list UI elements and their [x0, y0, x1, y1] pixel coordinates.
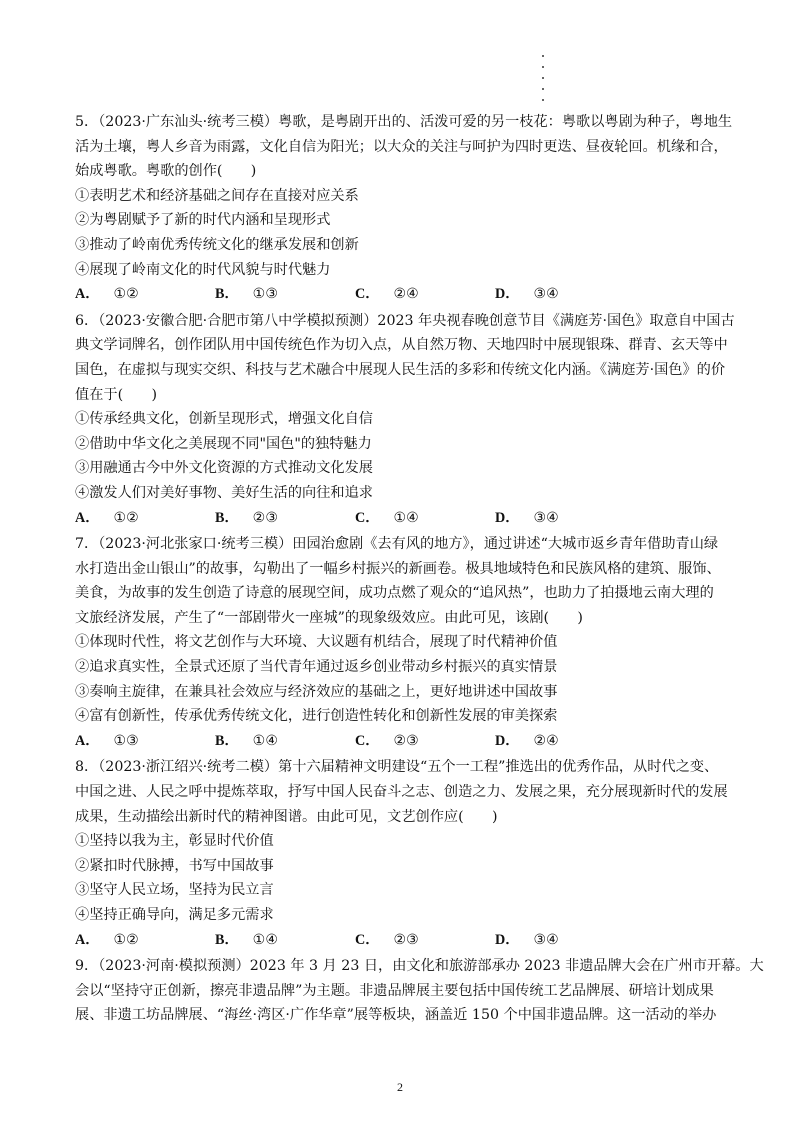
question-7	[75, 532, 727, 753]
question-line: ②借助中华文化之美展现不同"国色"的独特魅力	[75, 435, 372, 452]
answer-options	[75, 506, 727, 531]
option-text: ③④	[533, 931, 559, 948]
question-8	[75, 755, 727, 952]
option-letter: D．	[495, 286, 520, 303]
question-line: ④富有创新性，传承优秀传统文化，进行创造性转化和创新性发展的审美探索	[75, 708, 558, 725]
answer-options	[75, 282, 727, 307]
question-line: 值在于( )	[75, 386, 158, 403]
option-letter: C．	[355, 286, 380, 303]
answer-option[interactable]	[215, 729, 355, 754]
question-line: 典文学词牌名，创作团队用中国传统色作为切入点，从自然万物、天地四时中展现银珠、群青、玄天等中	[75, 337, 728, 354]
question-stem: 8．（2023·浙江绍兴·统考二模）第十六届精神文明建设“五个一工程”推选出的优秀作品，从时代之变、	[75, 759, 719, 776]
option-letter: B．	[215, 286, 239, 303]
option-text: ②③	[393, 732, 419, 749]
question-line: 展、非遗工坊品牌展、“海丝·湾区·广作华章”展等板块，涵盖近 150 个中国非遗品牌。这一活动的举办	[75, 1007, 717, 1024]
option-text: ②④	[533, 732, 559, 749]
option-text: ②④	[393, 286, 419, 303]
option-text: ①④	[393, 509, 419, 526]
option-text: ②③	[393, 931, 419, 948]
answer-option[interactable]	[355, 282, 495, 307]
answer-option[interactable]	[75, 928, 215, 953]
answer-option[interactable]	[355, 506, 495, 531]
answer-option[interactable]	[75, 506, 215, 531]
option-letter: B．	[215, 931, 239, 948]
option-letter: A．	[75, 732, 100, 749]
question-line: ③用融通古今中外文化资源的方式推动文化发展	[75, 460, 373, 477]
question-line: ②追求真实性，全景式还原了当代青年通过返乡创业带动乡村振兴的真实情景	[75, 659, 558, 676]
question-line: ③坚守人民立场，坚持为民立言	[75, 882, 274, 899]
option-text: ①②	[113, 931, 139, 948]
question-line: ③推动了岭南优秀传统文化的继承发展和创新	[75, 236, 359, 253]
option-letter: D．	[495, 732, 520, 749]
answer-option[interactable]	[355, 729, 495, 754]
question-line: ①坚持以我为主，彰显时代价值	[75, 833, 274, 850]
option-text: ③④	[533, 509, 559, 526]
answer-options	[75, 729, 727, 754]
question-stem: 5．（2023·广东汕头·统考三模）粤歌，是粤剧开出的、活泼可爱的另一枝花：粤歌以粤剧为种子，粤地生	[75, 114, 733, 130]
option-text: ①④	[252, 732, 279, 749]
question-6	[75, 309, 735, 530]
question-line: ①传承经典文化，创新呈现形式，增强文化自信	[75, 411, 373, 428]
option-letter: C．	[355, 509, 380, 526]
answer-option[interactable]	[215, 506, 355, 531]
option-letter: B．	[215, 509, 239, 526]
answer-option[interactable]	[215, 928, 355, 953]
question-line: 始成粤歌。粤歌的创作( )	[75, 163, 257, 180]
question-list	[75, 110, 764, 1028]
scan-marks	[540, 55, 548, 110]
option-letter: D．	[495, 509, 520, 526]
question-line: 国色，在虚拟与现实交织、科技与艺术融合中展现人民生活的多彩和传统文化内涵。《满庭芳·国色》的价	[75, 361, 726, 378]
answer-options	[75, 928, 727, 953]
question-line: ④展现了岭南文化的时代风貌与时代魅力	[75, 261, 331, 278]
question-line: 美食，为故事的发生创造了诗意的展现空间，成功点燃了观众的“追风热”，也助力了拍摄地云南大理的	[75, 585, 714, 602]
question-line: ①体现时代性，将文艺创作与大环境、大议题有机结合，展现了时代精神价值	[75, 634, 558, 651]
answer-option[interactable]	[355, 928, 495, 953]
question-stem: 6．（2023·安徽合肥·合肥市第八中学模拟预测）2023 年央视春晚创意节目《满庭芳·国色》取意自中国古	[75, 312, 735, 329]
answer-option[interactable]	[215, 282, 355, 307]
page-number: 2	[397, 1080, 403, 1094]
question-line: ④坚持正确导向，满足多元需求	[75, 907, 274, 923]
option-letter: C．	[355, 732, 380, 749]
option-text: ①②	[113, 509, 139, 526]
question-line: 文旅经济发展，产生了“一部剧带火一座城”的现象级效应。由此可见，该剧( )	[75, 609, 583, 626]
question-line: 活为土壤，粤人乡音为雨露，文化自信为阳光；以大众的关注与呵护为四时更迭、昼夜轮回。机缘和合，	[75, 138, 728, 155]
question-line: ③奏响主旋律，在兼具社会效应与经济效应的基础之上，更好地讲述中国故事	[75, 683, 558, 700]
answer-option[interactable]	[495, 928, 635, 953]
question-stem: 9．（2023·河南·模拟预测）2023 年 3 月 23 日，由文化和旅游部承办 2023 非遗品牌大会在广州市开幕。大	[75, 958, 764, 975]
question-9	[75, 954, 764, 1028]
answer-option[interactable]	[75, 282, 215, 307]
option-letter: A．	[75, 931, 100, 948]
option-letter: D．	[495, 931, 520, 948]
question-line: ②紧扣时代脉搏，书写中国故事	[75, 857, 274, 874]
option-text: ①③	[252, 286, 279, 303]
question-line: 会以“坚持守正创新，擦亮非遗品牌”为主题。非遗品牌展主要包括中国传统工艺品牌展、研培计划成果	[75, 982, 714, 999]
question-line: 中国之进、人民之呼中提炼萃取，抒写中国人民奋斗之志、创造之力、发展之果，充分展现新时代的发展	[75, 784, 728, 801]
option-letter: B．	[215, 732, 239, 749]
answer-option[interactable]	[495, 506, 635, 531]
question-line: ②为粤剧赋予了新的时代内涵和呈现形式	[75, 212, 331, 229]
option-text: ①②	[113, 286, 139, 303]
option-text: ①④	[252, 931, 279, 948]
answer-option[interactable]	[75, 729, 215, 754]
question-5	[75, 110, 733, 307]
answer-option[interactable]	[495, 282, 635, 307]
option-text: ①③	[113, 732, 139, 749]
option-letter: A．	[75, 509, 100, 526]
question-line: ④激发人们对美好事物、美好生活的向往和追求	[75, 484, 373, 501]
option-letter: A．	[75, 286, 100, 303]
option-text: ③④	[533, 286, 559, 303]
option-letter: C．	[355, 931, 380, 948]
question-line: 成果，生动描绘出新时代的精神图谱。由此可见，文艺创作应( )	[75, 808, 498, 825]
question-stem: 7．（2023·河北张家口·统考三模）田园治愈剧《去有风的地方》，通过讲述“大城市返乡青年借助青山绿	[75, 536, 719, 553]
question-line: 水打造出金山银山”的故事，勾勒出了一幅乡村振兴的新画卷。极具地域特色和民族风格的建筑、服饰、	[75, 560, 721, 577]
answer-option[interactable]	[495, 729, 635, 754]
question-line: ①表明艺术和经济基础之间存在直接对应关系	[75, 187, 359, 204]
option-text: ②③	[252, 509, 279, 526]
